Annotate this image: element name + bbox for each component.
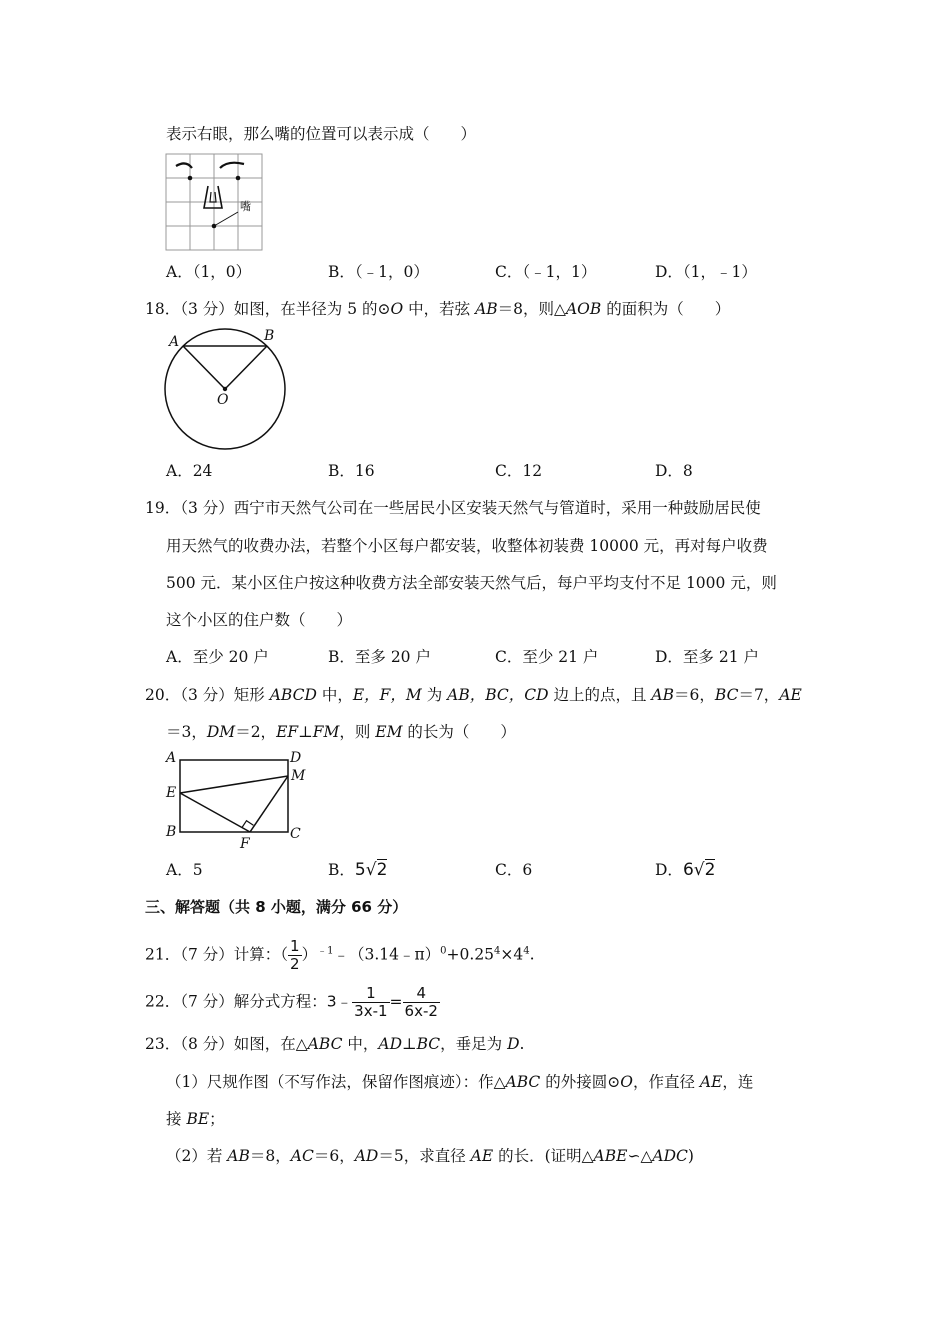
q20-option-a[interactable]: A．5	[166, 861, 203, 879]
circle-symbol: ⊙	[377, 300, 391, 318]
fraction-4-over-6x-2: $\frac{4}{6x-2}$	[404, 984, 438, 1020]
q19-option-d[interactable]: D．至多 21 户	[655, 648, 760, 666]
section-3-title: 三、解答题（共 8 小题，满分 66 分）	[145, 898, 408, 916]
q23-part-1-line-1: （1）尺规作图（不写作法，保留作图痕迹）：作△ABC 的外接圆⊙O，作直径 AE，连	[166, 1073, 754, 1091]
right-eye-dot	[236, 176, 241, 181]
q17-option-a[interactable]: A．（1，0）	[166, 263, 252, 281]
q20-option-b[interactable]: B．5√2	[328, 860, 388, 880]
label-o: O	[217, 392, 229, 408]
label-c: C	[290, 826, 301, 842]
q20-stem-line-2: ＝3，DM＝2，EF⊥FM，则 EM 的长为（ ）	[166, 723, 516, 741]
q20-option-d[interactable]: D．6√2	[655, 860, 716, 880]
q17-option-d[interactable]: D．（1，﹣1）	[655, 263, 757, 281]
sqrt-symbol: √	[365, 860, 377, 880]
label-f: F	[240, 836, 250, 852]
q18-option-c[interactable]: C．12	[495, 462, 543, 480]
nose	[204, 186, 222, 208]
segment-fm	[250, 776, 288, 832]
segment-ef	[180, 793, 250, 832]
q23-part-1-line-2: 接 BE；	[166, 1110, 225, 1128]
radius-oa	[183, 346, 225, 389]
q22-stem: 22．（7 分）解分式方程：3﹣ $\frac{1}{3x-1}$ = $\frac{4}{6x-2}$	[145, 984, 438, 1020]
q19-line-1: 19．（3 分）西宁市天然气公司在一些居民小区安装天然气与管道时，采用一种鼓励居民使	[145, 499, 761, 517]
q19-line-3: 500 元．某小区住户按这种收费方法全部安装天然气后，每户平均支付不足 1000 元，则	[166, 574, 777, 592]
q23-part-2: （2）若 AB＝8，AC＝6，AD＝5，求直径 AE 的长．(证明△ABE∽△ADC)	[166, 1147, 694, 1165]
q19-option-c[interactable]: C．至少 21 户	[495, 648, 599, 666]
q19-option-b[interactable]: B．至多 20 户	[328, 648, 431, 666]
left-eye-dot	[188, 176, 193, 181]
q20-option-c[interactable]: C．6	[495, 861, 533, 879]
q21-stem: 21．（7 分）计算：（ $\frac{1}{2}$ ）$^{﹣1}﹣(3.14﹣\pi)^0+0.25^4\times 4^4$.	[145, 937, 535, 973]
q19-line-2: 用天然气的收费办法，若整个小区每户都安装，收整体初装费 10000 元，再对每户收费	[166, 537, 768, 555]
q17-stem-line: 表示右眼，那么嘴的位置可以表示成（ ）	[166, 125, 477, 143]
label-m: M	[291, 768, 306, 784]
q18-option-a[interactable]: A．24	[166, 462, 213, 480]
right-eyebrow	[220, 163, 244, 168]
q17-option-b[interactable]: B．（﹣1，0）	[328, 263, 429, 281]
q20-rectangle-figure	[160, 748, 310, 852]
q19-option-a[interactable]: A．至少 20 户	[166, 648, 269, 666]
q19-line-4: 这个小区的住户数（ ）	[166, 611, 353, 629]
rectangle-abcd	[180, 760, 288, 832]
label-b: B	[264, 328, 275, 344]
right-angle-mark	[242, 821, 253, 828]
q23-stem: 23．（8 分）如图，在△ABC 中，AD⊥BC，垂足为 D.	[145, 1035, 525, 1053]
radius-ob	[225, 346, 267, 389]
segment-em	[180, 776, 288, 793]
fraction-one-half: $\frac{1}{2}$	[290, 937, 300, 973]
q18-circle-figure	[160, 324, 294, 454]
center-point	[223, 387, 227, 391]
label-d: D	[290, 750, 302, 766]
label-e: E	[166, 785, 177, 801]
sqrt-symbol: √	[693, 860, 705, 880]
label-a: A	[166, 750, 177, 766]
mouth-label: 嘴	[240, 200, 251, 213]
q18-stem: 18．（3 分）如图，在半径为 5 的⊙O 中，若弦 AB＝8，则△AOB 的面积为（ ）	[145, 300, 731, 318]
mouth-pointer-line	[214, 212, 238, 226]
q17-face-grid-figure	[164, 152, 266, 252]
fraction-1-over-3x-1: $\frac{1}{3x-1}$	[354, 984, 388, 1020]
q17-option-c[interactable]: C．（﹣1，1）	[495, 263, 597, 281]
label-b: B	[166, 824, 177, 840]
q18-option-d[interactable]: D．8	[655, 462, 693, 480]
label-a: A	[169, 334, 180, 350]
q20-stem-line-1: 20．（3 分）矩形 ABCD 中，E，F，M 为 AB，BC，CD 边上的点，且 AB＝6，BC＝7，AE	[145, 686, 802, 704]
q18-option-b[interactable]: B．16	[328, 462, 375, 480]
